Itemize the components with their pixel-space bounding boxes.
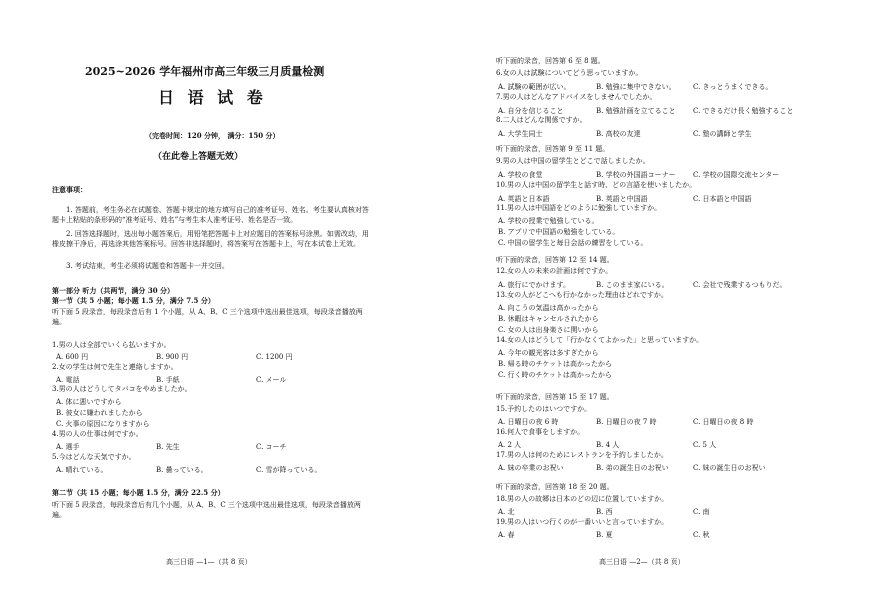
q2-option-a: A. 電話 (56, 376, 80, 384)
q2-option-b: B. 手紙 (156, 376, 180, 384)
page2-footer: 高三日语 —2—（共 8 页） (599, 558, 685, 566)
q15-option-c: C. 日曜日の夜 8 時 (693, 418, 754, 426)
question-6: 6.女の人は試験についてどう思っていますか。 (496, 69, 643, 77)
page-2 (435, 0, 870, 604)
q1-option-c: C. 1200 円 (256, 353, 293, 361)
exam-time-info: （完卷时间：120 分钟， 满分：150 分） (145, 131, 280, 140)
q15-option-b: B. 日曜日の夜 7 時 (596, 418, 657, 426)
question-2: 2.女の学生は何で先生と連絡しますか。 (52, 363, 178, 371)
q14-option-b: B. 帰る時のチケットは高かったから (498, 360, 612, 368)
q5-option-b: B. 曇っている。 (156, 466, 208, 474)
question-11: 11.男の人は中国語をどのように勉強していますか。 (496, 204, 662, 212)
q8-option-c: C. 塾の講師と学生 (693, 130, 752, 138)
question-19: 19.男の人はいつ行くのが一番いいと言っていますか。 (496, 518, 669, 526)
q13-option-c: C. 女の人は出身楽さに関いから (498, 326, 599, 334)
q18-option-a: A. 北 (498, 508, 515, 516)
q17-option-a: A. 妹の卒業のお祝い (498, 464, 564, 472)
q10-option-c: C. 日本語と中国語 (693, 195, 752, 203)
q11-option-c: C. 中国の留学生と毎日会話の練習をしている。 (498, 239, 648, 247)
q3-option-c: C. 火事の原因になりますから (56, 420, 150, 428)
question-3: 3.男の人はどうしてタバコをやめましたか。 (52, 385, 192, 393)
q18-option-b: B. 西 (596, 508, 613, 516)
q14-option-c: C. 行く時のチケットは高かったから (498, 371, 612, 379)
q4-option-b: B. 先生 (156, 443, 180, 451)
q12-option-c: C. 会社で残業するつもりだ。 (693, 281, 787, 289)
q5-option-a: A. 晴れている。 (56, 466, 108, 474)
q10-option-b: B. 英語と中国語 (596, 195, 648, 203)
question-8: 8.二人はどんな関係ですか。 (496, 116, 587, 124)
q6-option-c: C. きっとうまくできる。 (693, 83, 773, 91)
q4-option-a: A. 選手 (56, 443, 80, 451)
q7-option-a: A. 自分を信じること (498, 107, 564, 115)
group-12-14-intro: 听下面的录音，回答第 12 至 14 题。 (496, 256, 614, 264)
q9-option-a: A. 学校の食堂 (498, 171, 543, 179)
section1-instructions: 听下面 5 段录音，每段录音后有 1 个小题，从 A、B、C 三个选项中选出最佳选项，每段录音播放两遍。 (52, 308, 363, 327)
question-13: 13.女の人がどこへも行かなかった理由はどれですか。 (496, 291, 668, 299)
question-18: 18.男の人の故郷は日本のどの辺に位置していますか。 (496, 495, 669, 503)
q11-option-b: B. アプリで中国語の勉強をしている。 (498, 228, 620, 236)
q1-option-a: A. 600 円 (56, 353, 89, 361)
q12-option-b: B. このまま家にいる。 (596, 281, 669, 289)
question-12: 12.女の人の未来の計画は何ですか。 (496, 267, 613, 275)
q1-option-b: B. 900 円 (156, 353, 189, 361)
q15-option-a: A. 日曜日の夜 6 時 (498, 418, 559, 426)
q3-option-b: B. 彼女に嫌われましたから (56, 409, 143, 417)
part1-heading: 第一部分 听力（共两节，满分 30 分） (52, 286, 175, 295)
q17-option-b: B. 弟の誕生日のお祝い (596, 464, 669, 472)
note-2: 2. 回答选择题时，选出每小题答案后，用铅笔把答题卡上对应题目的答案标号涂黑。如需改动，用橡皮擦干净后，再选涂其他答案标号。回答非选择题时，将答案写在答题卡上，写在本试卷上无效。 (52, 230, 369, 249)
page1-footer: 高三日语 —1—（共 8 页） (166, 558, 252, 566)
q8-option-b: B. 高校の友達 (596, 130, 641, 138)
q16-option-b: B. 4 人 (596, 441, 620, 449)
exam-title: 2025~2026 学年福州市高三年级三月质量检测 (85, 65, 325, 78)
q13-option-b: B. 休暇はキャンセルされたから (498, 315, 599, 323)
q17-option-c: C. 妹の誕生日のお祝い (693, 464, 766, 472)
q13-option-a: A. 向こうの気温は高かったから (498, 304, 599, 312)
group-6-8-intro: 听下面的录音，回答第 6 至 8 题。 (496, 57, 605, 65)
q11-option-a: A. 学校の授業で勉強している。 (498, 217, 599, 225)
question-1: 1.男の人は全部でいくら払いますか。 (52, 341, 171, 349)
q19-option-b: B. 夏 (596, 531, 613, 539)
q6-option-b: B. 勉強に集中できない。 (596, 83, 676, 91)
section2-heading: 第二节（共 15 小题；每小题 1.5 分，满分 22.5 分） (52, 488, 225, 497)
q3-option-a: A. 体に悪いですから (56, 398, 122, 406)
q9-option-c: C. 学校の国際交流センター (693, 171, 780, 179)
question-16: 16.何人で食事をしますか。 (496, 428, 585, 436)
q7-option-c: C. できるだけ長く勉強すること (693, 107, 794, 115)
notes-title: 注意事项： (52, 185, 87, 194)
question-7: 7.男の人はどんなアドバイスをしませんでしたか。 (496, 93, 657, 101)
question-5: 5.今はどんな天気ですか。 (52, 453, 136, 461)
group-18-20-intro: 听下面的录音，回答第 18 至 20 题。 (496, 483, 614, 491)
section1-heading: 第一节（共 5 小题；每小题 1.5 分，满分 7.5 分） (52, 296, 215, 305)
q19-option-a: A. 春 (498, 531, 515, 539)
q8-option-a: A. 大学生同士 (498, 130, 543, 138)
group-9-11-intro: 听下面的录音，回答第 9 至 11 题。 (496, 145, 610, 153)
q19-option-c: C. 秋 (693, 531, 710, 539)
question-17: 17.男の人は何のためにレストランを予約しましたか。 (496, 451, 668, 459)
question-14: 14.女の人はどうして「行かなくてよかった」と思っていますか。 (496, 336, 704, 344)
q5-option-c: C. 雪が降っている。 (256, 466, 322, 474)
note-1: 1. 答题前，考生务必在试题卷、答题卡规定的地方填写自己的准考证号、姓名。考生要认真核对答题卡上粘贴的条形码的“准考证号、姓名”与考生本人准考证号、姓名是否一致。 (52, 206, 369, 225)
q10-option-a: A. 英語と日本語 (498, 195, 550, 203)
q9-option-b: B. 学校の外国語コーナー (596, 171, 676, 179)
question-10: 10.男の人は中国の留学生と話す時、どの言語を使いましたか。 (496, 181, 697, 189)
q16-option-c: C. 5 人 (693, 441, 717, 449)
question-9: 9.男の人は中国の留学生とどこで話しましたか。 (496, 157, 650, 165)
q2-option-c: C. メール (256, 376, 287, 384)
answer-warning: （在此卷上答题无效） (153, 152, 244, 162)
note-3: 3. 考试结束，考生必须将试题卷和答题卡一并交回。 (66, 262, 229, 270)
q7-option-b: B. 勉強計画を立てること (596, 107, 676, 115)
group-15-17-intro: 听下面的录音，回答第 15 至 17 题。 (496, 393, 614, 401)
question-4: 4.男の人の仕事は何ですか。 (52, 430, 143, 438)
q18-option-c: C. 南 (693, 508, 710, 516)
q16-option-a: A. 2 人 (498, 441, 522, 449)
q4-option-c: C. コーチ (256, 443, 287, 451)
question-15: 15.予約したのはいつですか。 (496, 405, 592, 413)
q14-option-a: A. 今年の観光客は多すぎたから (498, 349, 599, 357)
section2-instructions: 听下面 5 段录音，每段录音后有几个小题，从 A、B、C 三个选项中选出最佳选项，每段录音播放两遍。 (52, 501, 361, 520)
subject-title: 日 语 试 卷 (158, 88, 267, 107)
q12-option-a: A. 旅行にでかけます。 (498, 281, 570, 289)
q6-option-a: A. 試験の範囲が広い。 (498, 83, 571, 91)
